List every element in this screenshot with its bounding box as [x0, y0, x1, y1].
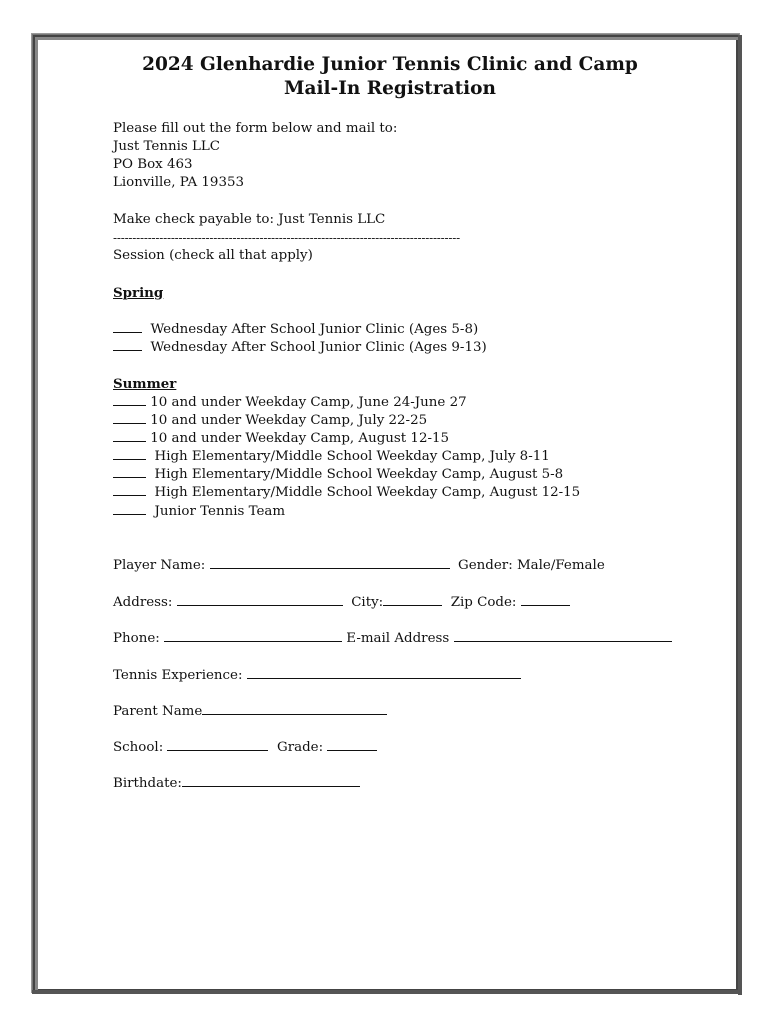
- player-name-field[interactable]: [210, 556, 450, 569]
- check-blank[interactable]: [113, 320, 142, 333]
- form-title: 2024 Glenhardie Junior Tennis Clinic and Camp: [142, 54, 638, 75]
- email-label: E-mail Address: [346, 631, 450, 646]
- page-shadow: [32, 990, 741, 994]
- school-row: [113, 738, 377, 757]
- spring-option-label: Wednesday After School Junior Clinic (Ages 9-13): [150, 340, 487, 355]
- check-blank[interactable]: [113, 447, 146, 460]
- check-blank[interactable]: [113, 393, 146, 406]
- check-blank[interactable]: [113, 429, 146, 442]
- gender-label: Gender: Male/Female: [458, 558, 605, 573]
- spring-option: [113, 320, 478, 339]
- experience-row: [113, 666, 521, 685]
- summer-option: [113, 447, 550, 466]
- player-name-label: Player Name:: [113, 558, 206, 573]
- session-label: Session (check all that apply): [113, 248, 313, 263]
- summer-option-label: High Elementary/Middle School Weekday Camp, August 5-8: [154, 467, 564, 482]
- city-field[interactable]: [383, 593, 442, 606]
- summer-option: [113, 483, 580, 502]
- mail-intro: Please fill out the form below and mail to:: [113, 121, 398, 136]
- spring-option: [113, 338, 487, 357]
- check-blank[interactable]: [113, 483, 146, 496]
- summer-heading: Summer: [113, 376, 177, 392]
- check-blank[interactable]: [113, 465, 146, 478]
- grade-label: Grade:: [277, 740, 324, 755]
- school-field[interactable]: [167, 738, 268, 751]
- email-field[interactable]: [454, 629, 672, 642]
- summer-option-label: 10 and under Weekday Camp, August 12-15: [150, 431, 450, 446]
- payable-text: Make check payable to: Just Tennis LLC: [113, 212, 386, 227]
- parent-field[interactable]: [202, 702, 387, 715]
- spring-heading: Spring: [113, 285, 164, 301]
- birthdate-label: Birthdate:: [113, 776, 182, 791]
- birthdate-field[interactable]: [182, 774, 360, 787]
- check-blank[interactable]: [113, 502, 146, 515]
- summer-option: [113, 393, 467, 412]
- summer-option-label: 10 and under Weekday Camp, June 24-June 27: [150, 395, 467, 410]
- check-blank[interactable]: [113, 411, 146, 424]
- check-blank[interactable]: [113, 338, 142, 351]
- address-field[interactable]: [177, 593, 343, 606]
- experience-field[interactable]: [247, 666, 521, 679]
- summer-option-label: High Elementary/Middle School Weekday Camp, August 12-15: [154, 485, 581, 500]
- mail-box: PO Box 463: [113, 157, 193, 172]
- summer-option: [113, 502, 285, 521]
- phone-label: Phone:: [113, 631, 160, 646]
- mail-city: Lionville, PA 19353: [113, 175, 245, 190]
- zip-field[interactable]: [521, 593, 570, 606]
- form-subtitle: Mail-In Registration: [284, 78, 496, 99]
- phone-field[interactable]: [164, 629, 342, 642]
- player-name-row: [113, 556, 605, 575]
- parent-row: [113, 702, 387, 721]
- spring-option-label: Wednesday After School Junior Clinic (Ages 5-8): [150, 322, 479, 337]
- experience-label: Tennis Experience:: [113, 668, 243, 683]
- phone-row: [113, 629, 672, 648]
- parent-label: Parent Name: [113, 704, 203, 719]
- mail-name: Just Tennis LLC: [113, 139, 221, 154]
- summer-option: [113, 465, 563, 484]
- separator-line: ------------------------------------------------------------------------------------------: [113, 231, 460, 245]
- summer-option-label: High Elementary/Middle School Weekday Camp, July 8-11: [154, 449, 550, 464]
- grade-field[interactable]: [327, 738, 377, 751]
- city-label: City:: [351, 595, 384, 610]
- summer-option: [113, 411, 427, 430]
- address-row: [113, 593, 570, 612]
- address-label: Address:: [113, 595, 173, 610]
- school-label: School:: [113, 740, 164, 755]
- birthdate-row: [113, 774, 360, 793]
- summer-option-label: Junior Tennis Team: [154, 504, 286, 519]
- summer-option-label: 10 and under Weekday Camp, July 22-25: [150, 413, 428, 428]
- summer-option: [113, 429, 449, 448]
- zip-label: Zip Code:: [450, 595, 517, 610]
